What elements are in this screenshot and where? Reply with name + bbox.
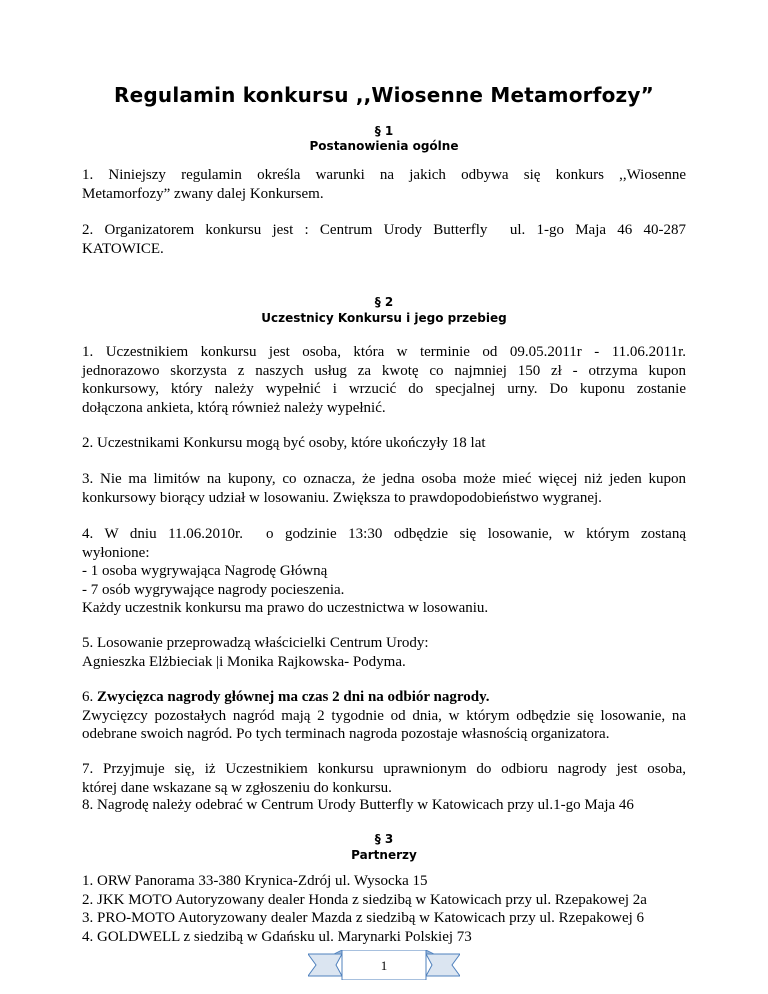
- paragraph-number: 6.: [82, 689, 97, 705]
- text-line: 1. Niniejszy regulamin określa warunki na jakich odbywa się konkurs ,,Wiosenne: [82, 167, 686, 183]
- section-2-paragraph-8: [82, 796, 686, 815]
- section-2-paragraph-2: [82, 434, 686, 453]
- text-line: 8. Nagrodę należy odebrać w Centrum Urody Butterfly w Katowicach przy ul.1-go Maja 46: [82, 797, 634, 813]
- text-line: - 7 osób wygrywające nagrody pocieszenia.: [82, 581, 345, 598]
- page-title: Regulamin konkursu ,,Wiosenne Metamorfozy”: [114, 83, 654, 107]
- section-2-paragraph-4: [82, 525, 686, 618]
- text-line: jednorazowo skorzysta z naszych usług za kwotę co najmniej 150 zł - otrzyma kupon: [82, 362, 686, 379]
- section-3-heading: Partnerzy: [351, 848, 417, 862]
- text-line: dołączona ankieta, którą również należy wypełnić.: [82, 399, 386, 416]
- page-number: 1: [380, 958, 388, 973]
- section-1-paragraph-2: [82, 221, 686, 258]
- text-line: 4. W dniu 11.06.2010r. o godzinie 13:30 odbędzie się losowanie, w którym zostaną: [82, 526, 686, 542]
- list-item: 4. GOLDWELL z siedzibą w Gdańsku ul. Marynarki Polskiej 73: [82, 928, 472, 945]
- text-line: 3. Nie ma limitów na kupony, co oznacza, że jedna osoba może mieć więcej niż jeden kupon: [82, 471, 686, 487]
- section-2-paragraph-7: [82, 760, 686, 797]
- section-1-number: § 1: [374, 124, 394, 138]
- section-2-paragraph-3: [82, 470, 686, 507]
- text-line: wyłonione:: [82, 544, 150, 561]
- text-line: 2. Uczestnikami Konkursu mogą być osoby, które ukończyły 18 lat: [82, 435, 486, 451]
- section-2-heading: Uczestnicy Konkursu i jego przebieg: [261, 311, 507, 325]
- text-line: [82, 688, 686, 707]
- section-2-paragraph-6: [82, 688, 686, 744]
- page-number-ribbon: [308, 950, 460, 980]
- text-line: 5. Losowanie przeprowadzą właścicielki Centrum Urody:: [82, 635, 429, 651]
- section-1-paragraph-1: [82, 166, 686, 203]
- text-line: konkursowy, który należy wypełnić i wrzucić do specjalnej urny. Do kuponu zostanie: [82, 381, 686, 397]
- text-line: której dane wskazane są w zgłoszeniu do konkursu.: [82, 779, 392, 796]
- text-line: Każdy uczestnik konkursu ma prawo do uczestnictwa w losowaniu.: [82, 600, 489, 616]
- section-2-paragraph-5: [82, 634, 686, 671]
- section-2-number: § 2: [374, 295, 394, 309]
- text-line: Metamorfozy” zwany dalej Konkursem.: [82, 185, 324, 202]
- text-line: KATOWICE.: [82, 240, 164, 257]
- list-item: 2. JKK MOTO Autoryzowany dealer Honda z siedzibą w Katowicach przy ul. Rzepakowej 2a: [82, 891, 647, 908]
- text-line: odebrane swoich nagród. Po tych terminach nagroda pozostaje własnością organizatora.: [82, 726, 610, 742]
- text-line: 1. Uczestnikiem konkursu jest osoba, która w terminie od 09.05.2011r - 11.06.2011r.: [82, 344, 686, 360]
- bold-notice: Zwycięzca nagrody głównej ma czas 2 dni na odbiór nagrody.: [97, 689, 490, 705]
- text-line: Zwycięzcy pozostałych nagród mają 2 tygodnie od dnia, w którym odbędzie się losowanie, na: [82, 707, 686, 724]
- text-line: Agnieszka Elżbieciak |i Monika Rajkowska- Podyma.: [82, 653, 406, 670]
- text-line: - 1 osoba wygrywająca Nagrodę Główną: [82, 563, 328, 579]
- section-2-paragraph-1: [82, 343, 686, 417]
- text-line: konkursowy biorący udział w losowaniu. Zwiększa to prawdopodobieństwo wygranej.: [82, 489, 602, 506]
- section-1-heading: Postanowienia ogólne: [309, 139, 459, 153]
- list-item: 1. ORW Panorama 33-380 Krynica-Zdrój ul. Wysocka 15: [82, 873, 428, 889]
- text-line: 7. Przyjmuje się, iż Uczestnikiem konkursu uprawnionym do odbioru nagrody jest osoba,: [82, 761, 686, 777]
- partners-list: [82, 872, 686, 946]
- text-line: 2. Organizatorem konkursu jest : Centrum Urody Butterfly ul. 1-go Maja 46 40-287: [82, 222, 686, 238]
- section-3-number: § 3: [374, 832, 394, 846]
- list-item: 3. PRO-MOTO Autoryzowany dealer Mazda z siedzibą w Katowicach przy ul. Rzepakowej 6: [82, 910, 645, 926]
